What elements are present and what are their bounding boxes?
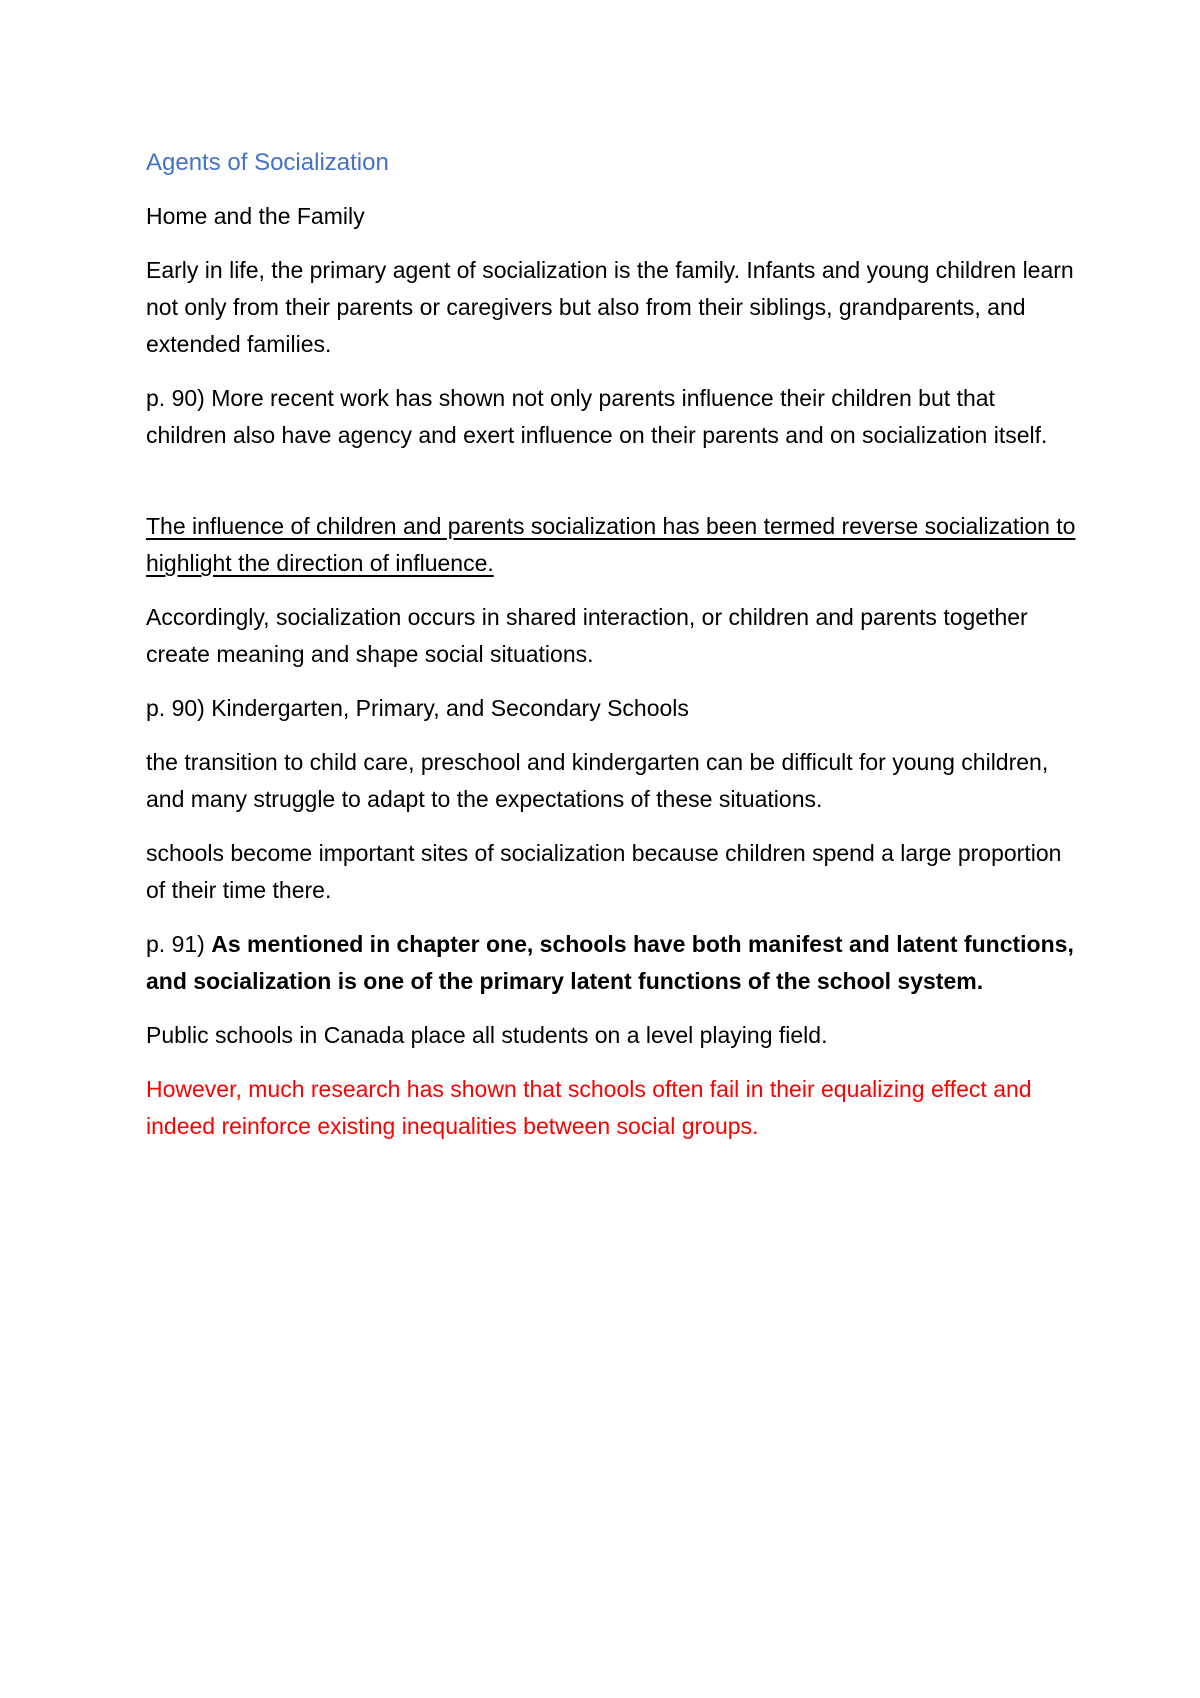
blank-line: [146, 471, 1076, 508]
section-heading-schools: p. 90) Kindergarten, Primary, and Secondary Schools: [146, 695, 689, 721]
paragraph-family-agent: Early in life, the primary agent of socialization is the family. Infants and young children learn not only from their parents or caregivers but also from their siblings, grandparents, and extended families.: [146, 257, 1074, 357]
document-title: Agents of Socialization: [146, 149, 389, 176]
bold-latent-functions-text: As mentioned in chapter one, schools have both manifest and latent functions, and socialization is one of the primary latent functions of the school system.: [146, 931, 1074, 994]
paragraph-reverse-socialization: The influence of children and parents socialization has been termed reverse socialization to highlight the direction of influence.: [146, 513, 1076, 576]
page-reference: p. 91): [146, 931, 212, 957]
paragraph-transition: the transition to child care, preschool and kindergarten can be difficult for young children, and many struggle to adapt to the expectations of these situations.: [146, 749, 1049, 812]
document-body: [146, 144, 1076, 1162]
paragraph-recent-work: p. 90) More recent work has shown not only parents influence their children but that children also have agency and exert influence on their parents and on socialization itself.: [146, 385, 1048, 448]
paragraph-schools-sites: schools become important sites of socialization because children spend a large proportion of their time there.: [146, 840, 1062, 903]
section-heading-home-family: Home and the Family: [146, 203, 365, 229]
paragraph-inequalities: However, much research has shown that schools often fail in their equalizing effect and indeed reinforce existing inequalities between social groups.: [146, 1076, 1032, 1139]
paragraph-shared-interaction: Accordingly, socialization occurs in shared interaction, or children and parents together create meaning and shape social situations.: [146, 604, 1028, 667]
paragraph-latent-functions: [146, 926, 1076, 1000]
paragraph-public-schools: Public schools in Canada place all students on a level playing field.: [146, 1022, 828, 1048]
